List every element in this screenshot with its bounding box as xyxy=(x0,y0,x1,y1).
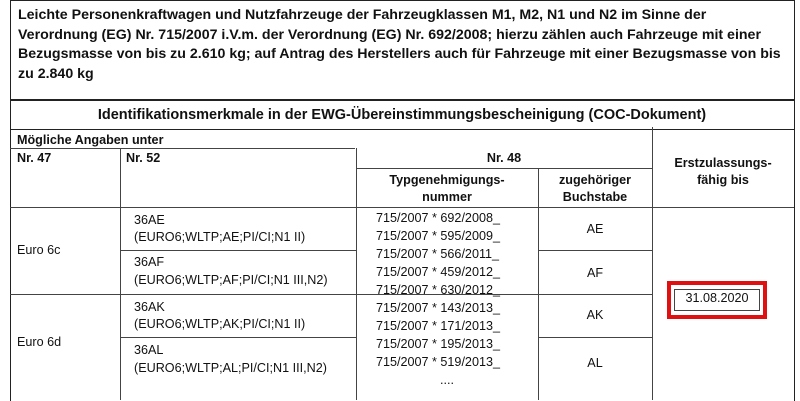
nr52-code: 36AF xyxy=(134,255,165,269)
nr52-detail: (EURO6;WLTP;AL;PI/CI;N1 III,N2) xyxy=(134,361,327,375)
approval-number: 715/2007 * 195/2013_ xyxy=(376,337,500,351)
nr52-detail: (EURO6;WLTP;AF;PI/CI;N1 III,N2) xyxy=(134,273,328,287)
approval-number: 715/2007 * 566/2011_ xyxy=(376,247,500,261)
header-zugeh-1: zugehöriger xyxy=(558,173,632,187)
approval-number: 715/2007 * 519/2013_ xyxy=(376,355,500,369)
nr52-code: 36AE xyxy=(134,213,165,227)
divider xyxy=(538,294,652,295)
header-moegliche: Mögliche Angaben unter xyxy=(17,133,164,147)
header-zugeh-2: Buchstabe xyxy=(562,190,628,204)
letter-code: AE xyxy=(586,222,604,236)
divider xyxy=(120,250,356,251)
date-highlight-box xyxy=(667,281,767,319)
approval-number: 715/2007 * 595/2009_ xyxy=(376,229,500,243)
divider xyxy=(10,148,355,149)
approval-number: 715/2007 * 143/2013_ xyxy=(376,301,500,315)
approval-number: 715/2007 * 459/2012_ xyxy=(376,265,500,279)
header-typgen-1: Typgenehmigungs- xyxy=(389,173,505,187)
header-erst-2: fähig bis xyxy=(697,173,749,187)
euro-class: Euro 6c xyxy=(17,243,61,257)
divider xyxy=(538,250,652,251)
nr52-detail: (EURO6;WLTP;AE;PI/CI;N1 II) xyxy=(134,230,306,244)
header-typgen-2: nummer xyxy=(422,190,472,204)
approval-number: 715/2007 * 630/2012_ xyxy=(376,283,500,297)
approval-ellipsis: .... xyxy=(440,373,454,387)
approval-number: 715/2007 * 692/2008_ xyxy=(376,211,500,225)
table-subtitle: Identifikationsmerkmale in der EWG-Übereinstimmungsbescheinigung (COC-Dokument) xyxy=(10,99,794,130)
header-erst-1: Erstzulassungs- xyxy=(674,156,772,170)
letter-code: AF xyxy=(586,266,604,280)
divider xyxy=(120,337,356,338)
nr52-code: 36AL xyxy=(134,343,164,357)
letter-code: AK xyxy=(586,308,604,322)
divider xyxy=(10,207,794,208)
header-nr52: Nr. 52 xyxy=(126,151,161,165)
letter-code: AL xyxy=(587,356,603,370)
divider xyxy=(538,337,652,338)
header-nr48: Nr. 48 xyxy=(486,151,522,165)
page-heading: Leichte Personenkraftwagen und Nutzfahrzeuge der Fahrzeugklassen M1, M2, N1 und N2 im Sinne der Verordnung (EG) Nr. 715/2007 i.V.m. der Verordnung (EG) Nr. 692/2008; hierzu zählen auch Fahrzeuge mit einer Bezugsmasse von bis zu 2.610 kg; auf Antrag des Herstellers auch für Fahrzeuge mit einer Bezugsmasse von bis zu 2.840 kg xyxy=(18,7,781,82)
nr52-detail: (EURO6;WLTP;AK;PI/CI;N1 II) xyxy=(134,317,306,331)
header-nr47: Nr. 47 xyxy=(17,151,52,165)
approval-number: 715/2007 * 171/2013_ xyxy=(376,319,500,333)
registration-date: 31.08.2020 xyxy=(674,289,760,311)
nr52-code: 36AK xyxy=(134,300,165,314)
divider xyxy=(356,168,652,169)
euro-class: Euro 6d xyxy=(17,335,62,349)
divider xyxy=(120,148,121,400)
